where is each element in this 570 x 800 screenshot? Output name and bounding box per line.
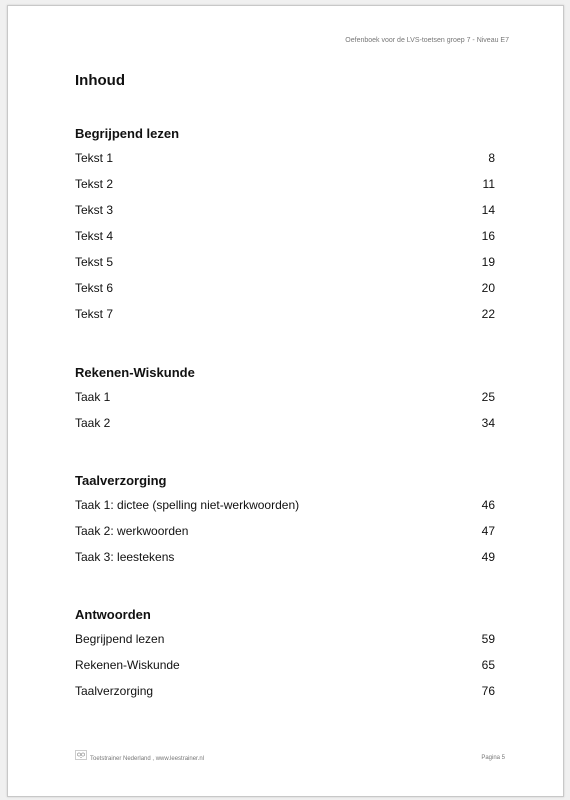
section-title: Begrijpend lezen (75, 126, 180, 141)
toc-entry[interactable] (75, 683, 495, 709)
page-title: Inhoud (75, 72, 125, 89)
toc-entry-page: 76 (481, 684, 495, 698)
footer-site-text: Toetstrainer Nederland , www.leestrainer.nl (90, 756, 205, 762)
section-title: Taalverzorging (75, 473, 167, 488)
toc-entry-page: 46 (481, 498, 495, 512)
toc-entry-page: 34 (481, 416, 495, 430)
toc-entry-label: Rekenen-Wiskunde (75, 658, 180, 672)
toc-entry-label: Taak 1 (75, 390, 111, 404)
toc-entry-label: Tekst 3 (75, 203, 114, 217)
toc-section-rekenen-wiskunde (75, 363, 495, 441)
toc-entry-page: 14 (481, 203, 495, 217)
toc-entry[interactable] (75, 389, 495, 415)
toc-entry-label: Taak 2 (75, 416, 111, 430)
toc-entry[interactable] (75, 631, 495, 657)
toc-entry[interactable] (75, 202, 495, 228)
toc-entry[interactable] (75, 280, 495, 306)
toc-entry-page: 11 (482, 177, 495, 191)
toc-entry-page: 16 (481, 229, 495, 243)
running-header: Oefenboek voor de LVS-toetsen groep 7 - Niveau E7 (345, 37, 509, 44)
toc-entry[interactable] (75, 549, 495, 575)
toc-entry[interactable] (75, 497, 495, 523)
toc-entry-page: 59 (481, 632, 495, 646)
toc-entry-page: 8 (488, 151, 495, 165)
toc-entry-label: Tekst 2 (75, 177, 114, 191)
toc-entry[interactable] (75, 523, 495, 549)
owl-logo-icon (75, 750, 87, 760)
toc-entry-label: Begrijpend lezen (75, 632, 165, 646)
toc-entry-label: Taak 2: werkwoorden (75, 524, 189, 538)
toc-section-antwoorden (75, 605, 495, 709)
toc-entry-page: 25 (481, 390, 495, 404)
toc-entry-page: 49 (481, 550, 495, 564)
section-title: Rekenen-Wiskunde (75, 365, 195, 380)
toc-entry-page: 65 (481, 658, 495, 672)
toc-entry-page: 19 (481, 255, 495, 269)
toc-entry[interactable] (75, 254, 495, 280)
page-number: Pagina 5 (481, 755, 505, 761)
toc-entry[interactable] (75, 228, 495, 254)
toc-entry-label: Taak 1: dictee (spelling niet-werkwoorden) (75, 498, 300, 512)
toc-entry-page: 47 (481, 524, 495, 538)
toc-entry[interactable] (75, 415, 495, 441)
toc-entry-page: 20 (481, 281, 495, 295)
toc-entry[interactable] (75, 657, 495, 683)
toc-entry-label: Taak 3: leestekens (75, 550, 175, 564)
toc-entry-label: Tekst 4 (75, 229, 114, 243)
toc-entry-label: Tekst 6 (75, 281, 114, 295)
toc-entry[interactable] (75, 150, 495, 176)
toc-entry-label: Tekst 7 (75, 307, 114, 321)
toc-section-taalverzorging (75, 471, 495, 575)
section-title: Antwoorden (75, 607, 151, 622)
toc-entry-page: 22 (481, 307, 495, 321)
toc-entry[interactable] (75, 306, 495, 332)
toc-entry[interactable] (75, 176, 495, 202)
page-footer (75, 748, 204, 762)
toc-entry-label: Tekst 5 (75, 255, 114, 269)
document-page (7, 5, 564, 797)
toc-entry-label: Taalverzorging (75, 684, 154, 698)
toc-entry-label: Tekst 1 (75, 151, 114, 165)
toc-section-begrijpend-lezen (75, 124, 495, 332)
